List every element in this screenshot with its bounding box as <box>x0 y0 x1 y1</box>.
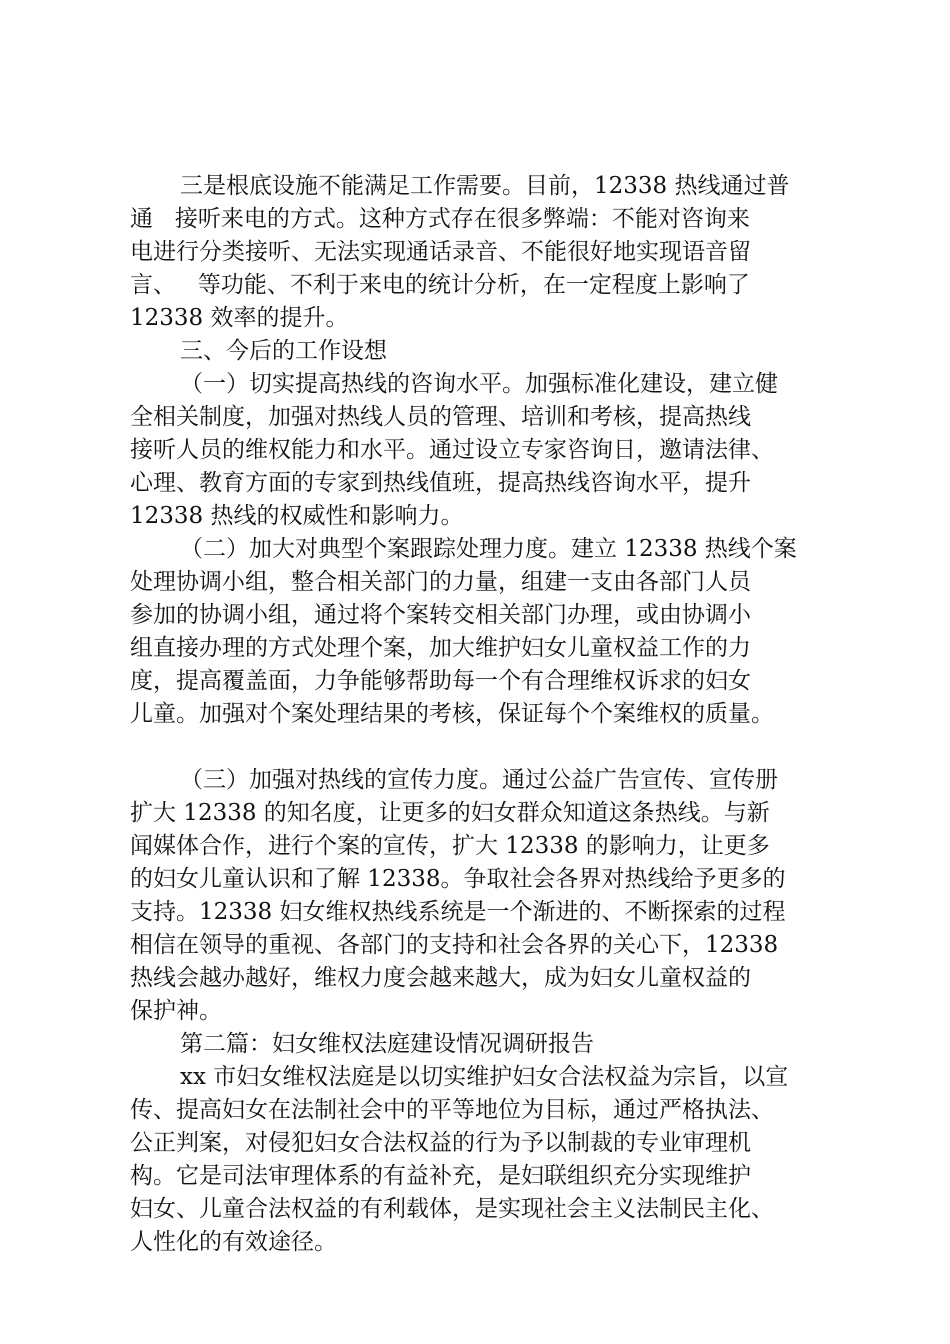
text-line: xx 市妇女维权法庭是以切实维护妇女合法权益为宗旨，以宣 <box>180 1064 789 1090</box>
text-line: 三是根底设施不能满足工作需要。目前，12338 热线通过普 <box>180 173 790 199</box>
text-line: 心理、教育方面的专家到热线值班，提高热线咨询水平，提升 <box>130 470 751 496</box>
text-line: 保护神。 <box>130 998 222 1024</box>
section-heading: 三、今后的工作设想 <box>180 338 387 364</box>
text-line: 闻媒体合作，进行个案的宣传，扩大 12338 的影响力，让更多 <box>130 833 770 859</box>
text-line: 处理协调小组，整合相关部门的力量，组建一支由各部门人员 <box>130 569 751 595</box>
text-line: （一）切实提高热线的咨询水平。加强标准化建设，建立健 <box>180 371 778 397</box>
text-line: 参加的协调小组，通过将个案转交相关部门办理，或由协调小 <box>130 602 751 628</box>
document-body <box>130 170 830 1259</box>
text-line: 儿童。加强对个案处理结果的考核，保证每个个案维权的质量。 <box>130 701 774 727</box>
text-line: 支持。12338 妇女维权热线系统是一个渐进的、不断探索的过程 <box>130 899 786 925</box>
chapter-heading: 第二篇：妇女维权法庭建设情况调研报告 <box>180 1031 594 1057</box>
text-line: 人性化的有效途径。 <box>130 1229 337 1255</box>
text-line: 12338 效率的提升。 <box>130 305 349 331</box>
text-line: 妇女、儿童合法权益的有利载体，是实现社会主义法制民主化、 <box>130 1196 774 1222</box>
text-line: 公正判案，对侵犯妇女合法权益的行为予以制裁的专业审理机 <box>130 1130 751 1156</box>
text-line: 相信在领导的重视、各部门的支持和社会各界的关心下，12338 <box>130 932 779 958</box>
text-line: 构。它是司法审理体系的有益补充，是妇联组织充分实现维护 <box>130 1163 751 1189</box>
text-line: 接听人员的维权能力和水平。通过设立专家咨询日，邀请法律、 <box>130 437 774 463</box>
text-line: （三）加强对热线的宣传力度。通过公益广告宣传、宣传册 <box>180 767 778 793</box>
text-line: 通 接听来电的方式。这种方式存在很多弊端：不能对咨询来 <box>130 206 750 232</box>
text-line: 热线会越办越好，维权力度会越来越大，成为妇女儿童权益的 <box>130 965 751 991</box>
text-line: 传、提高妇女在法制社会中的平等地位为目标，通过严格执法、 <box>130 1097 774 1123</box>
blank-line <box>130 731 830 764</box>
text-line: 12338 热线的权威性和影响力。 <box>130 503 464 529</box>
text-line: （二）加大对典型个案跟踪处理力度。建立 12338 热线个案 <box>180 536 797 562</box>
text-line: 的妇女儿童认识和了解 12338。争取社会各界对热线给予更多的 <box>130 866 786 892</box>
text-line: 度，提高覆盖面，力争能够帮助每一个有合理维权诉求的妇女 <box>130 668 751 694</box>
text-line: 组直接办理的方式处理个案，加大维护妇女儿童权益工作的力 <box>130 635 751 661</box>
text-line: 全相关制度，加强对热线人员的管理、培训和考核，提高热线 <box>130 404 751 430</box>
text-line: 言、 等功能、不利于来电的统计分析，在一定程度上影响了 <box>130 272 750 298</box>
text-line: 电进行分类接听、无法实现通话录音、不能很好地实现语音留 <box>130 239 751 265</box>
text-line: 扩大 12338 的知名度，让更多的妇女群众知道这条热线。与新 <box>130 800 770 826</box>
